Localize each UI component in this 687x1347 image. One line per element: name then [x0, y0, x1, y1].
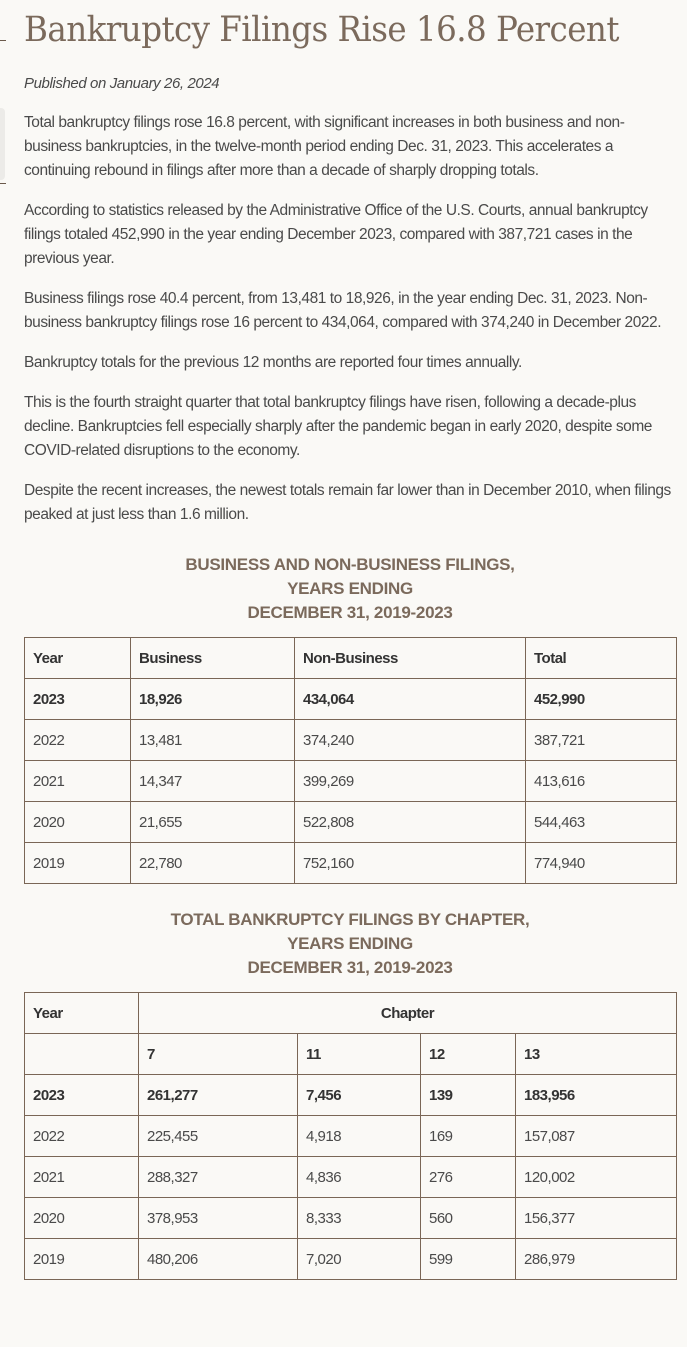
heading-line: DECEMBER 31, 2019-2023: [247, 958, 453, 977]
left-edge-panel-tab[interactable]: [0, 108, 5, 180]
left-edge-divider-bottom: [0, 183, 6, 184]
article-paragraph: Business filings rose 40.4 percent, from 13,481 to 18,926, in the year ending Dec. 31, 2023. Non-business bankruptcy filings rose 16 percent to 434,064, compared with 374,240 in December 2022.: [24, 290, 662, 331]
cell-total: 387,721: [526, 720, 677, 761]
cell-chapter-11: 4,918: [298, 1116, 421, 1157]
cell-chapter-13: 286,979: [516, 1239, 677, 1280]
left-edge-divider-top: [0, 40, 6, 41]
table-row: [25, 1198, 677, 1239]
cell-non-business: 752,160: [295, 843, 526, 884]
heading-line: YEARS ENDING: [287, 934, 413, 953]
cell-chapter-11: 7,020: [298, 1239, 421, 1280]
cell-non-business: 522,808: [295, 802, 526, 843]
header-chapter-11: 11: [298, 1034, 421, 1075]
table-row: [25, 802, 677, 843]
cell-non-business: 374,240: [295, 720, 526, 761]
article-paragraph: According to statistics released by the Administrative Office of the U.S. Courts, annual bankruptcy filings totaled 452,990 in the year ending December 2023, compared with 387,721 cases in the previous year.: [24, 202, 648, 267]
cell-chapter-13: 183,956: [516, 1075, 677, 1116]
header-chapter-13: 13: [516, 1034, 677, 1075]
cell-chapter-12: 169: [421, 1116, 516, 1157]
table-row: [25, 679, 677, 720]
cell-chapter-13: 157,087: [516, 1116, 677, 1157]
cell-year: 2023: [25, 679, 131, 720]
table-row: [25, 720, 677, 761]
cell-business: 18,926: [131, 679, 295, 720]
header-chapter-12: 12: [421, 1034, 516, 1075]
cell-non-business: 399,269: [295, 761, 526, 802]
cell-year: 2023: [25, 1075, 139, 1116]
header-chapter-7: 7: [139, 1034, 298, 1075]
article-paragraph: Bankruptcy totals for the previous 12 months are reported four times annually.: [24, 354, 522, 371]
header-total: Total: [526, 638, 677, 679]
heading-line: BUSINESS AND NON-BUSINESS FILINGS,: [185, 555, 515, 574]
header-business: Business: [131, 638, 295, 679]
cell-business: 21,655: [131, 802, 295, 843]
table-header-row: [25, 993, 677, 1034]
cell-chapter-13: 120,002: [516, 1157, 677, 1198]
cell-business: 14,347: [131, 761, 295, 802]
table-row: [25, 1116, 677, 1157]
header-empty: [25, 1034, 139, 1075]
cell-chapter-12: 139: [421, 1075, 516, 1116]
cell-total: 413,616: [526, 761, 677, 802]
cell-total: 544,463: [526, 802, 677, 843]
header-year: Year: [25, 993, 139, 1034]
header-chapter-group: Chapter: [139, 993, 677, 1034]
header-non-business: Non-Business: [295, 638, 526, 679]
table-row: [25, 1239, 677, 1280]
cell-chapter-12: 560: [421, 1198, 516, 1239]
cell-year: 2022: [25, 720, 131, 761]
cell-total: 452,990: [526, 679, 677, 720]
table-subheader-row: [25, 1034, 677, 1075]
business-filings-table: [24, 637, 677, 884]
chapter-filings-table: [24, 992, 677, 1280]
article-paragraph: This is the fourth straight quarter that total bankruptcy filings have risen, following a decade-plus decline. Bankruptcies fell especially sharply after the pandemic began in early 2020, despite some COVID-related disruptions to the economy.: [24, 394, 652, 459]
table-header-row: [25, 638, 677, 679]
cell-chapter-12: 599: [421, 1239, 516, 1280]
heading-line: YEARS ENDING: [287, 579, 413, 598]
business-filings-table-heading: [24, 553, 676, 625]
cell-non-business: 434,064: [295, 679, 526, 720]
cell-chapter-7: 378,953: [139, 1198, 298, 1239]
table-row: [25, 761, 677, 802]
cell-business: 22,780: [131, 843, 295, 884]
table-row: [25, 843, 677, 884]
cell-year: 2020: [25, 802, 131, 843]
article-content: [24, 0, 676, 1280]
cell-chapter-11: 4,836: [298, 1157, 421, 1198]
cell-chapter-7: 480,206: [139, 1239, 298, 1280]
cell-chapter-7: 225,455: [139, 1116, 298, 1157]
cell-chapter-11: 7,456: [298, 1075, 421, 1116]
cell-chapter-12: 276: [421, 1157, 516, 1198]
heading-line: TOTAL BANKRUPTCY FILINGS BY CHAPTER,: [170, 910, 530, 929]
cell-year: 2021: [25, 761, 131, 802]
cell-year: 2019: [25, 1239, 139, 1280]
chapter-filings-table-heading: [24, 908, 676, 980]
cell-chapter-13: 156,377: [516, 1198, 677, 1239]
cell-year: 2020: [25, 1198, 139, 1239]
cell-chapter-7: 261,277: [139, 1075, 298, 1116]
cell-year: 2022: [25, 1116, 139, 1157]
article-paragraph: Total bankruptcy filings rose 16.8 percent, with significant increases in both business and non-business bankruptcies, in the twelve-month period ending Dec. 31, 2023. This accelerates a continuing rebound in filings after more than a decade of sharply dropping totals.: [24, 114, 625, 179]
cell-chapter-7: 288,327: [139, 1157, 298, 1198]
cell-total: 774,940: [526, 843, 677, 884]
published-date: Published on January 26, 2024: [24, 75, 220, 92]
cell-business: 13,481: [131, 720, 295, 761]
table-row: [25, 1157, 677, 1198]
cell-year: 2021: [25, 1157, 139, 1198]
table-row: [25, 1075, 677, 1116]
cell-year: 2019: [25, 843, 131, 884]
article-title: Bankruptcy Filings Rise 16.8 Percent: [24, 10, 619, 50]
header-year: Year: [25, 638, 131, 679]
article-paragraph: Despite the recent increases, the newest totals remain far lower than in December 2010, when filings peaked at just less than 1.6 million.: [24, 482, 671, 523]
heading-line: DECEMBER 31, 2019-2023: [247, 603, 453, 622]
cell-chapter-11: 8,333: [298, 1198, 421, 1239]
